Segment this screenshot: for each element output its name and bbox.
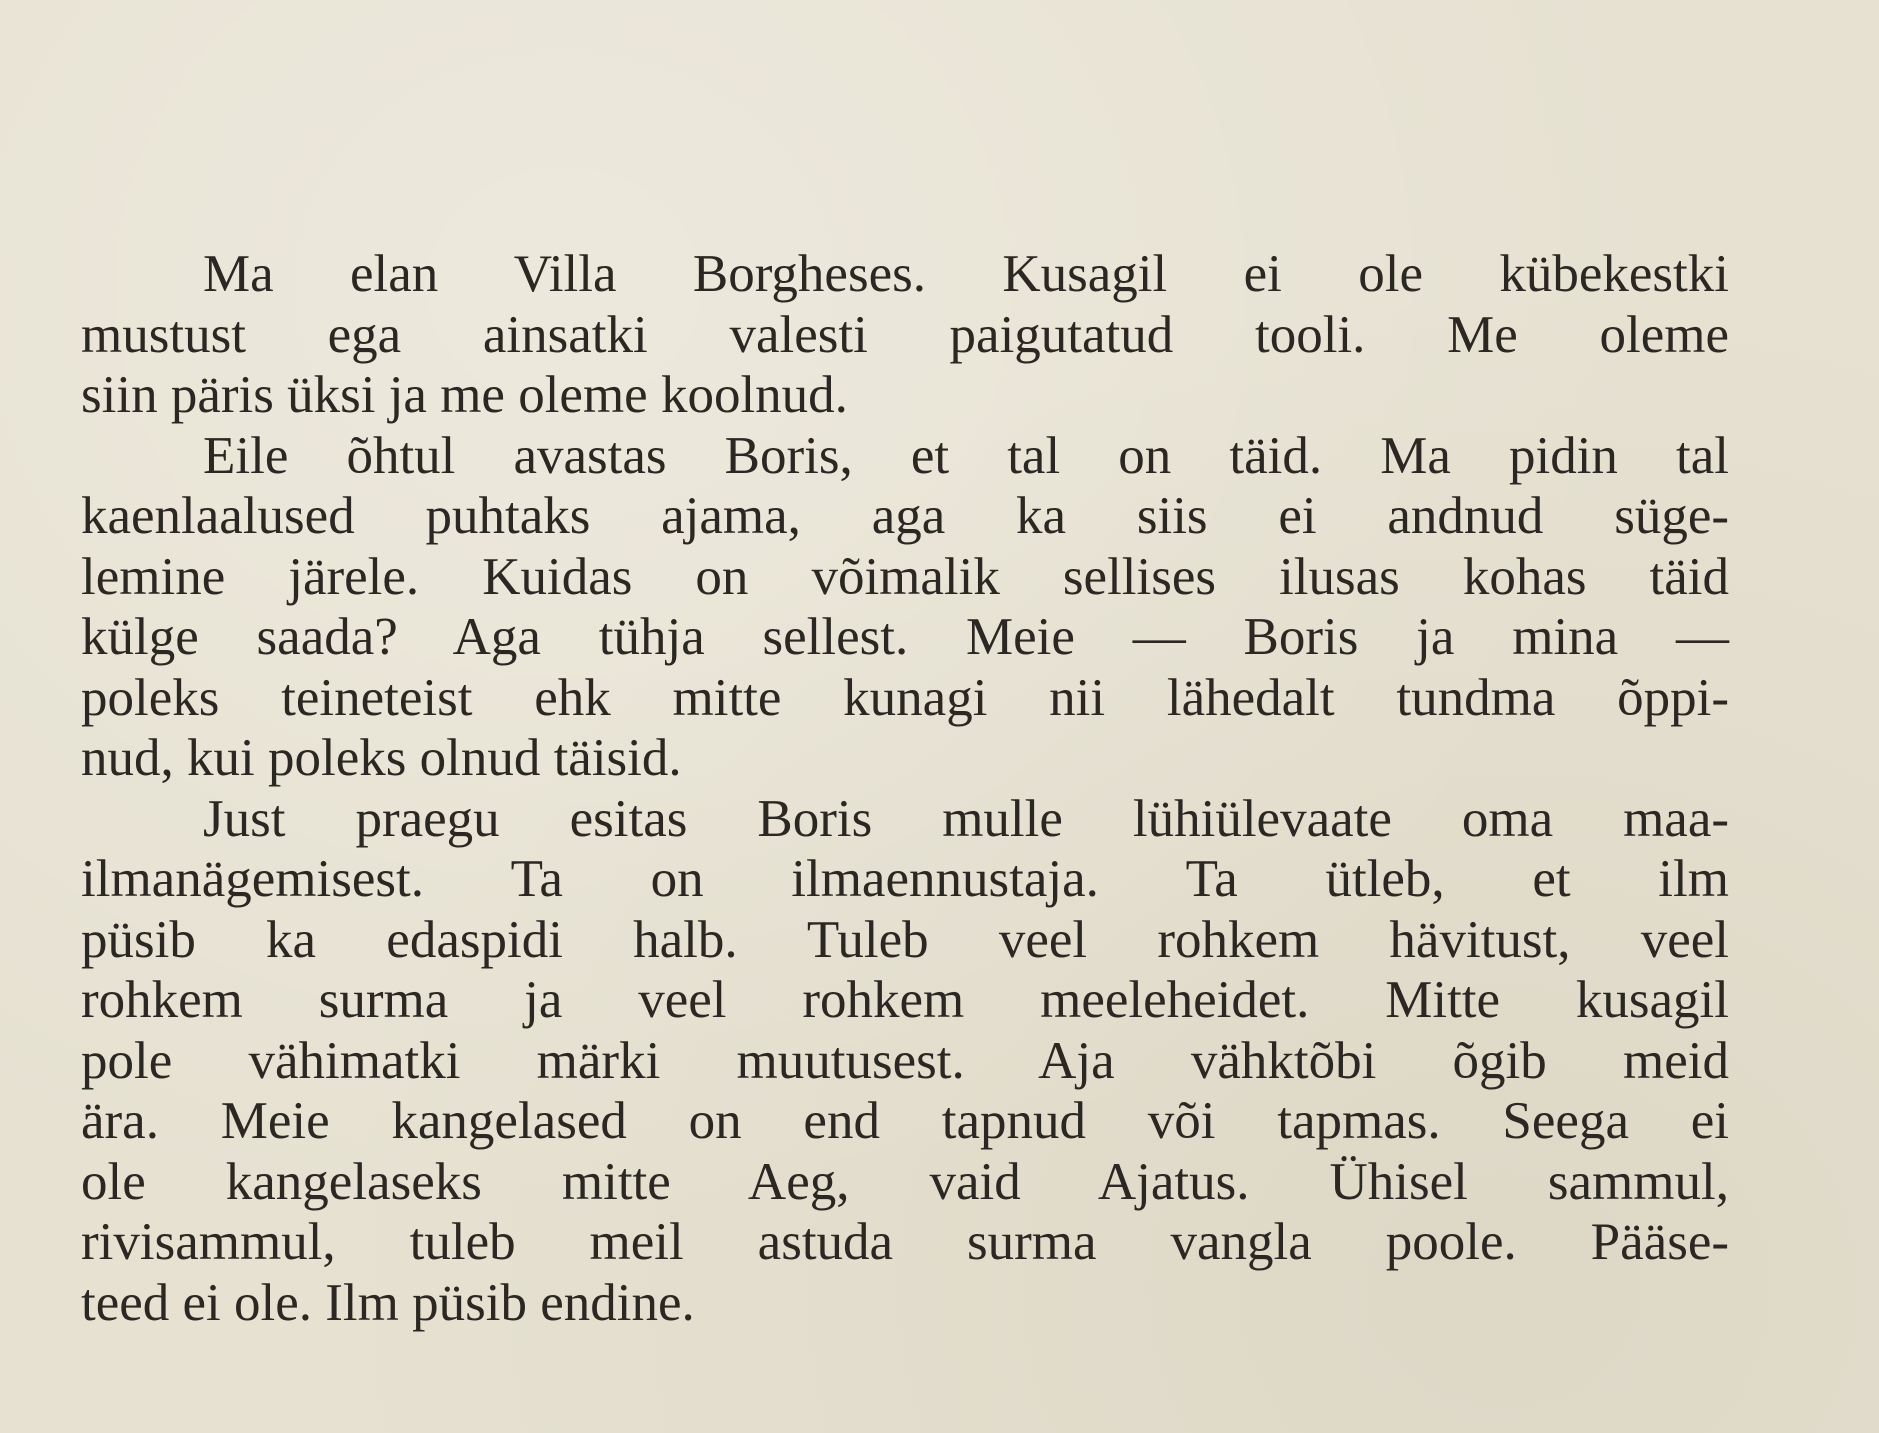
- text-line: mustust ega ainsatki valesti paigutatud tooli. Me oleme: [81, 305, 1729, 364]
- text-line: Just praegu esitas Boris mulle lühiülevaate oma maa-: [203, 789, 1729, 848]
- text-line: ole kangelaseks mitte Aeg, vaid Ajatus. Ühisel sammul,: [81, 1152, 1729, 1211]
- body-text: [81, 244, 1729, 1333]
- text-line: teed ei ole. Ilm püsib endine.: [81, 1273, 695, 1332]
- text-line: rohkem surma ja veel rohkem meeleheidet. Mitte kusagil: [81, 971, 1729, 1029]
- text-line: ära. Meie kangelased on end tapnud või tapmas. Seega ei: [81, 1092, 1729, 1150]
- text-line: lemine järele. Kuidas on võimalik sellises ilusas kohas täid: [81, 547, 1729, 606]
- text-line: pole vähimatki märki muutusest. Aja vähktõbi õgib meid: [81, 1031, 1729, 1090]
- text-line: ilmanägemisest. Ta on ilmaennustaja. Ta ütleb, et ilm: [81, 850, 1729, 908]
- text-line: külge saada? Aga tühja sellest. Meie — Boris ja mina —: [81, 608, 1729, 666]
- paragraph-2: [81, 426, 1729, 789]
- text-line: Eile õhtul avastas Boris, et tal on täid. Ma pidin tal: [203, 426, 1729, 485]
- text-line: kaenlaalused puhtaks ajama, aga ka siis ei andnud süge-: [81, 487, 1729, 545]
- paragraph-3: [81, 789, 1729, 1334]
- text-line: siin päris üksi ja me oleme koolnud.: [81, 366, 848, 424]
- text-line: nud, kui poleks olnud täisid.: [81, 729, 682, 787]
- text-line: poleks teineteist ehk mitte kunagi nii lähedalt tundma õppi-: [81, 668, 1729, 727]
- text-line: rivisammul, tuleb meil astuda surma vangla poole. Pääse-: [81, 1213, 1729, 1271]
- paragraph-1: [81, 244, 1729, 426]
- text-line: Ma elan Villa Borgheses. Kusagil ei ole kübekestki: [203, 245, 1729, 303]
- text-line: püsib ka edaspidi halb. Tuleb veel rohkem hävitust, veel: [81, 910, 1729, 969]
